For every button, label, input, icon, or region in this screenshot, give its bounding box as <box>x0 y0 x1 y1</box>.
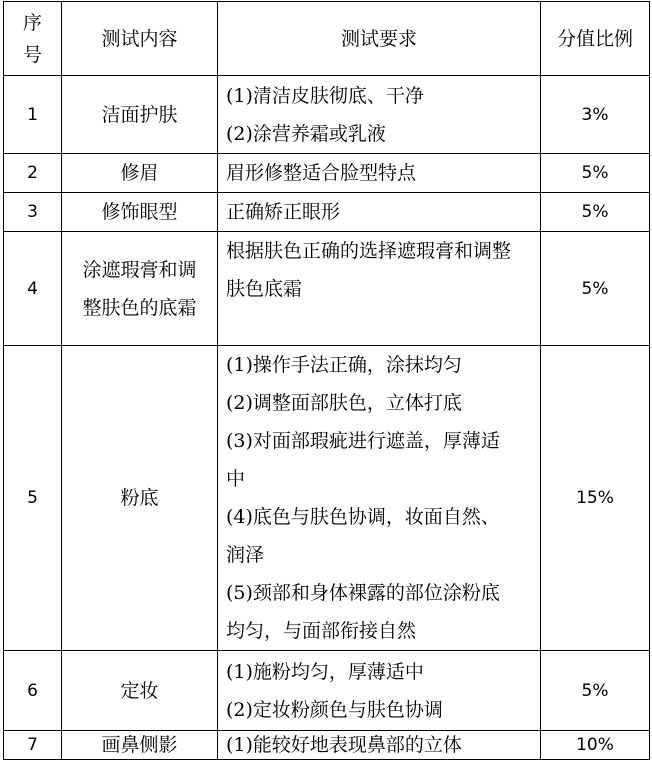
row-content: 粉底 <box>62 346 218 651</box>
requirement-line: 根据肤色正确的选择遮瑕膏和调整肤色底霜 <box>226 240 512 300</box>
row-content: 洁面护肤 <box>62 76 218 154</box>
header-no: 序号 <box>4 2 62 76</box>
row-no: 7 <box>4 731 62 760</box>
row-ratio: 10% <box>541 731 650 760</box>
row-requirement <box>218 76 541 154</box>
table-row <box>4 193 650 232</box>
row-requirement <box>218 651 541 731</box>
table-row <box>4 731 650 760</box>
table-row <box>4 346 650 651</box>
row-ratio: 3% <box>541 76 650 154</box>
header-content: 测试内容 <box>62 2 218 76</box>
requirement-line: (1)操作手法正确，涂抹均匀 <box>226 354 462 376</box>
row-content: 画鼻侧影 <box>62 731 218 760</box>
row-ratio: 5% <box>541 232 650 346</box>
requirement-line: (1)施粉均匀，厚薄适中 <box>226 660 424 683</box>
requirement-line: (3)对面部瑕疵进行遮盖，厚薄适中 <box>226 430 500 490</box>
row-no: 6 <box>4 651 62 731</box>
row-requirement <box>218 154 541 193</box>
table-row <box>4 76 650 154</box>
row-ratio: 5% <box>541 154 650 193</box>
header-row <box>4 2 650 76</box>
row-ratio: 15% <box>541 346 650 651</box>
requirement-line: 正确矫正眼形 <box>226 201 341 223</box>
row-requirement <box>218 193 541 232</box>
row-no: 3 <box>4 193 62 232</box>
requirement-line: (1)清洁皮肤彻底、干净 <box>226 84 424 107</box>
requirement-line: 眉形修整适合脸型特点 <box>226 162 417 184</box>
row-no: 2 <box>4 154 62 193</box>
row-requirement <box>218 232 541 346</box>
row-content: 涂遮瑕膏和调整肤色的底霜 <box>62 232 218 346</box>
requirement-line: (2)涂营养霜或乳液 <box>226 122 386 145</box>
requirement-line: (1)能较好地表现鼻部的立体 <box>226 734 462 756</box>
header-requirement: 测试要求 <box>218 2 541 76</box>
table-row <box>4 154 650 193</box>
table-row <box>4 232 650 346</box>
row-no: 5 <box>4 346 62 651</box>
requirement-line: (5)颈部和身体裸露的部位涂粉底均匀，与面部衔接自然 <box>226 582 500 642</box>
requirement-line: (2)定妆粉颜色与肤色协调 <box>226 698 443 721</box>
requirement-line: (2)调整面部肤色，立体打底 <box>226 392 462 414</box>
row-content: 定妆 <box>62 651 218 731</box>
row-content: 修眉 <box>62 154 218 193</box>
header-ratio: 分值比例 <box>541 2 650 76</box>
row-no: 4 <box>4 232 62 346</box>
row-requirement <box>218 731 541 760</box>
row-content: 修饰眼型 <box>62 193 218 232</box>
table-row <box>4 651 650 731</box>
test-content-table <box>3 1 650 760</box>
row-ratio: 5% <box>541 651 650 731</box>
row-no: 1 <box>4 76 62 154</box>
row-ratio: 5% <box>541 193 650 232</box>
requirement-line: (4)底色与肤色协调，妆面自然、润泽 <box>226 506 500 566</box>
row-requirement <box>218 346 541 651</box>
